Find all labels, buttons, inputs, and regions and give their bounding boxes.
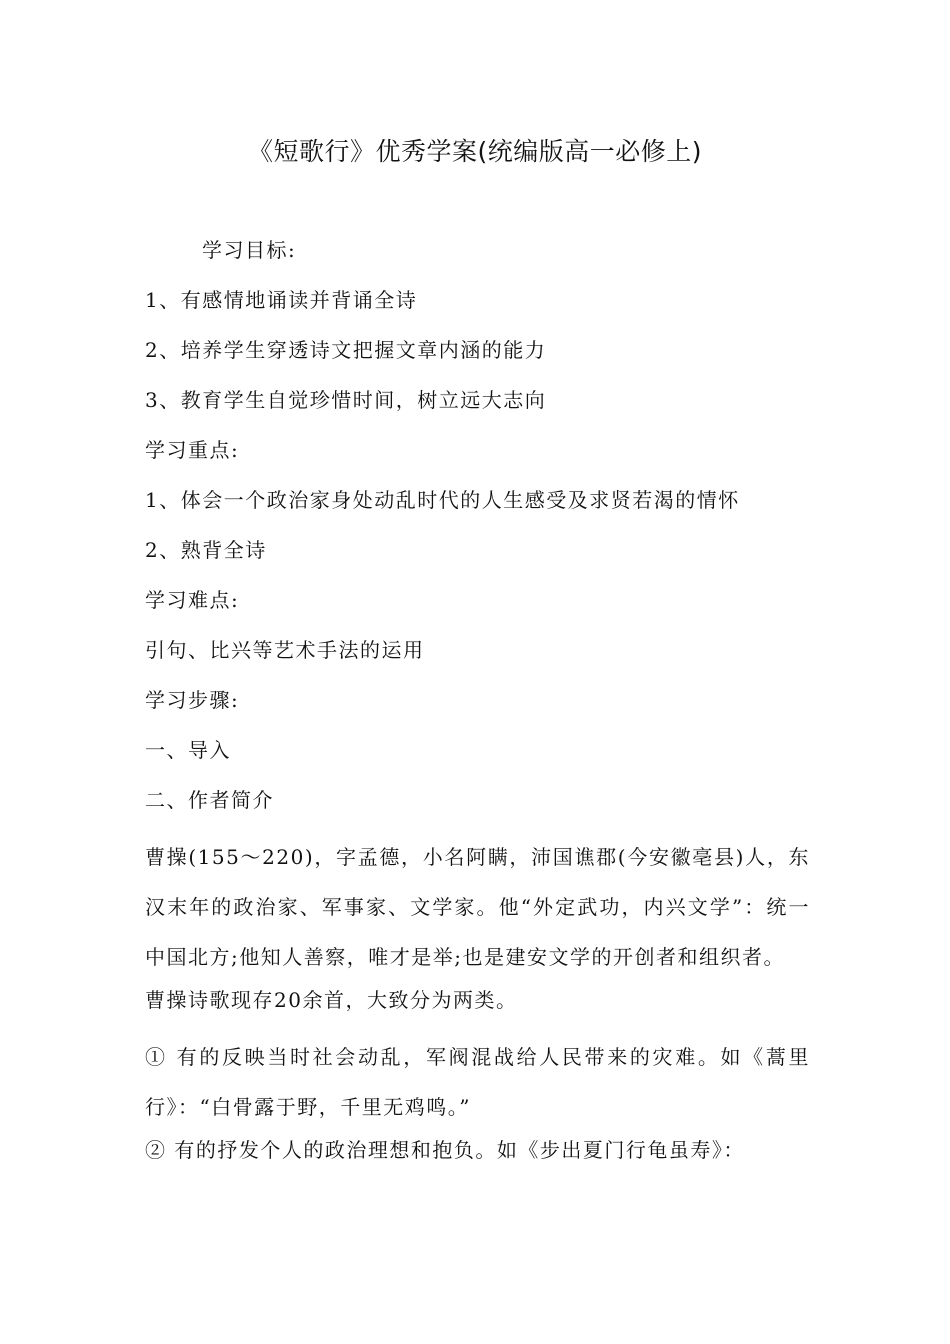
author-paragraph: 曹操(155～220)，字孟德，小名阿瞒，沛国谯郡(今安徽亳县)人，东汉末年的政治家、军事家、文学家。他“外定武功，内兴文学”：统一中国北方;他知人善察，唯才是举;也是建安文学的开创者和组织者。	[145, 845, 810, 969]
poem-type-2-line: ② 有的抒发个人的政治理想和抱负。如《步出夏门行龟虽寿》：	[145, 1138, 745, 1162]
poems-summary-line: 曹操诗歌现存20余首，大致分为两类。	[145, 988, 518, 1012]
step-author: 二、作者简介	[145, 788, 274, 812]
heading-difficulties: 学习难点:	[145, 588, 240, 612]
document-title: 《短歌行》优秀学案(统编版高一必修上)	[247, 137, 702, 166]
goal-item-2: 2、培养学生穿透诗文把握文章内涵的能力	[145, 338, 547, 362]
key-point-1: 1、体会一个政治家身处动乱时代的人生感受及求贤若渴的情怀	[145, 488, 740, 512]
goal-item-1: 1、有感情地诵读并背诵全诗	[145, 288, 418, 312]
key-point-2: 2、熟背全诗	[145, 538, 267, 562]
difficulty-item: 引句、比兴等艺术手法的运用	[145, 638, 425, 662]
document-body	[145, 232, 810, 1182]
step-intro: 一、导入	[145, 738, 231, 762]
heading-learning-goals: 学习目标:	[202, 238, 297, 262]
heading-steps: 学习步骤:	[145, 688, 240, 712]
goal-item-3: 3、教育学生自觉珍惜时间，树立远大志向	[145, 388, 547, 412]
poem-type-1-paragraph: ① 有的反映当时社会动乱，军阀混战给人民带来的灾难。如《蒿里行》：“白骨露于野，千里无鸡鸣。”	[145, 1045, 810, 1119]
heading-key-points: 学习重点:	[145, 438, 240, 462]
